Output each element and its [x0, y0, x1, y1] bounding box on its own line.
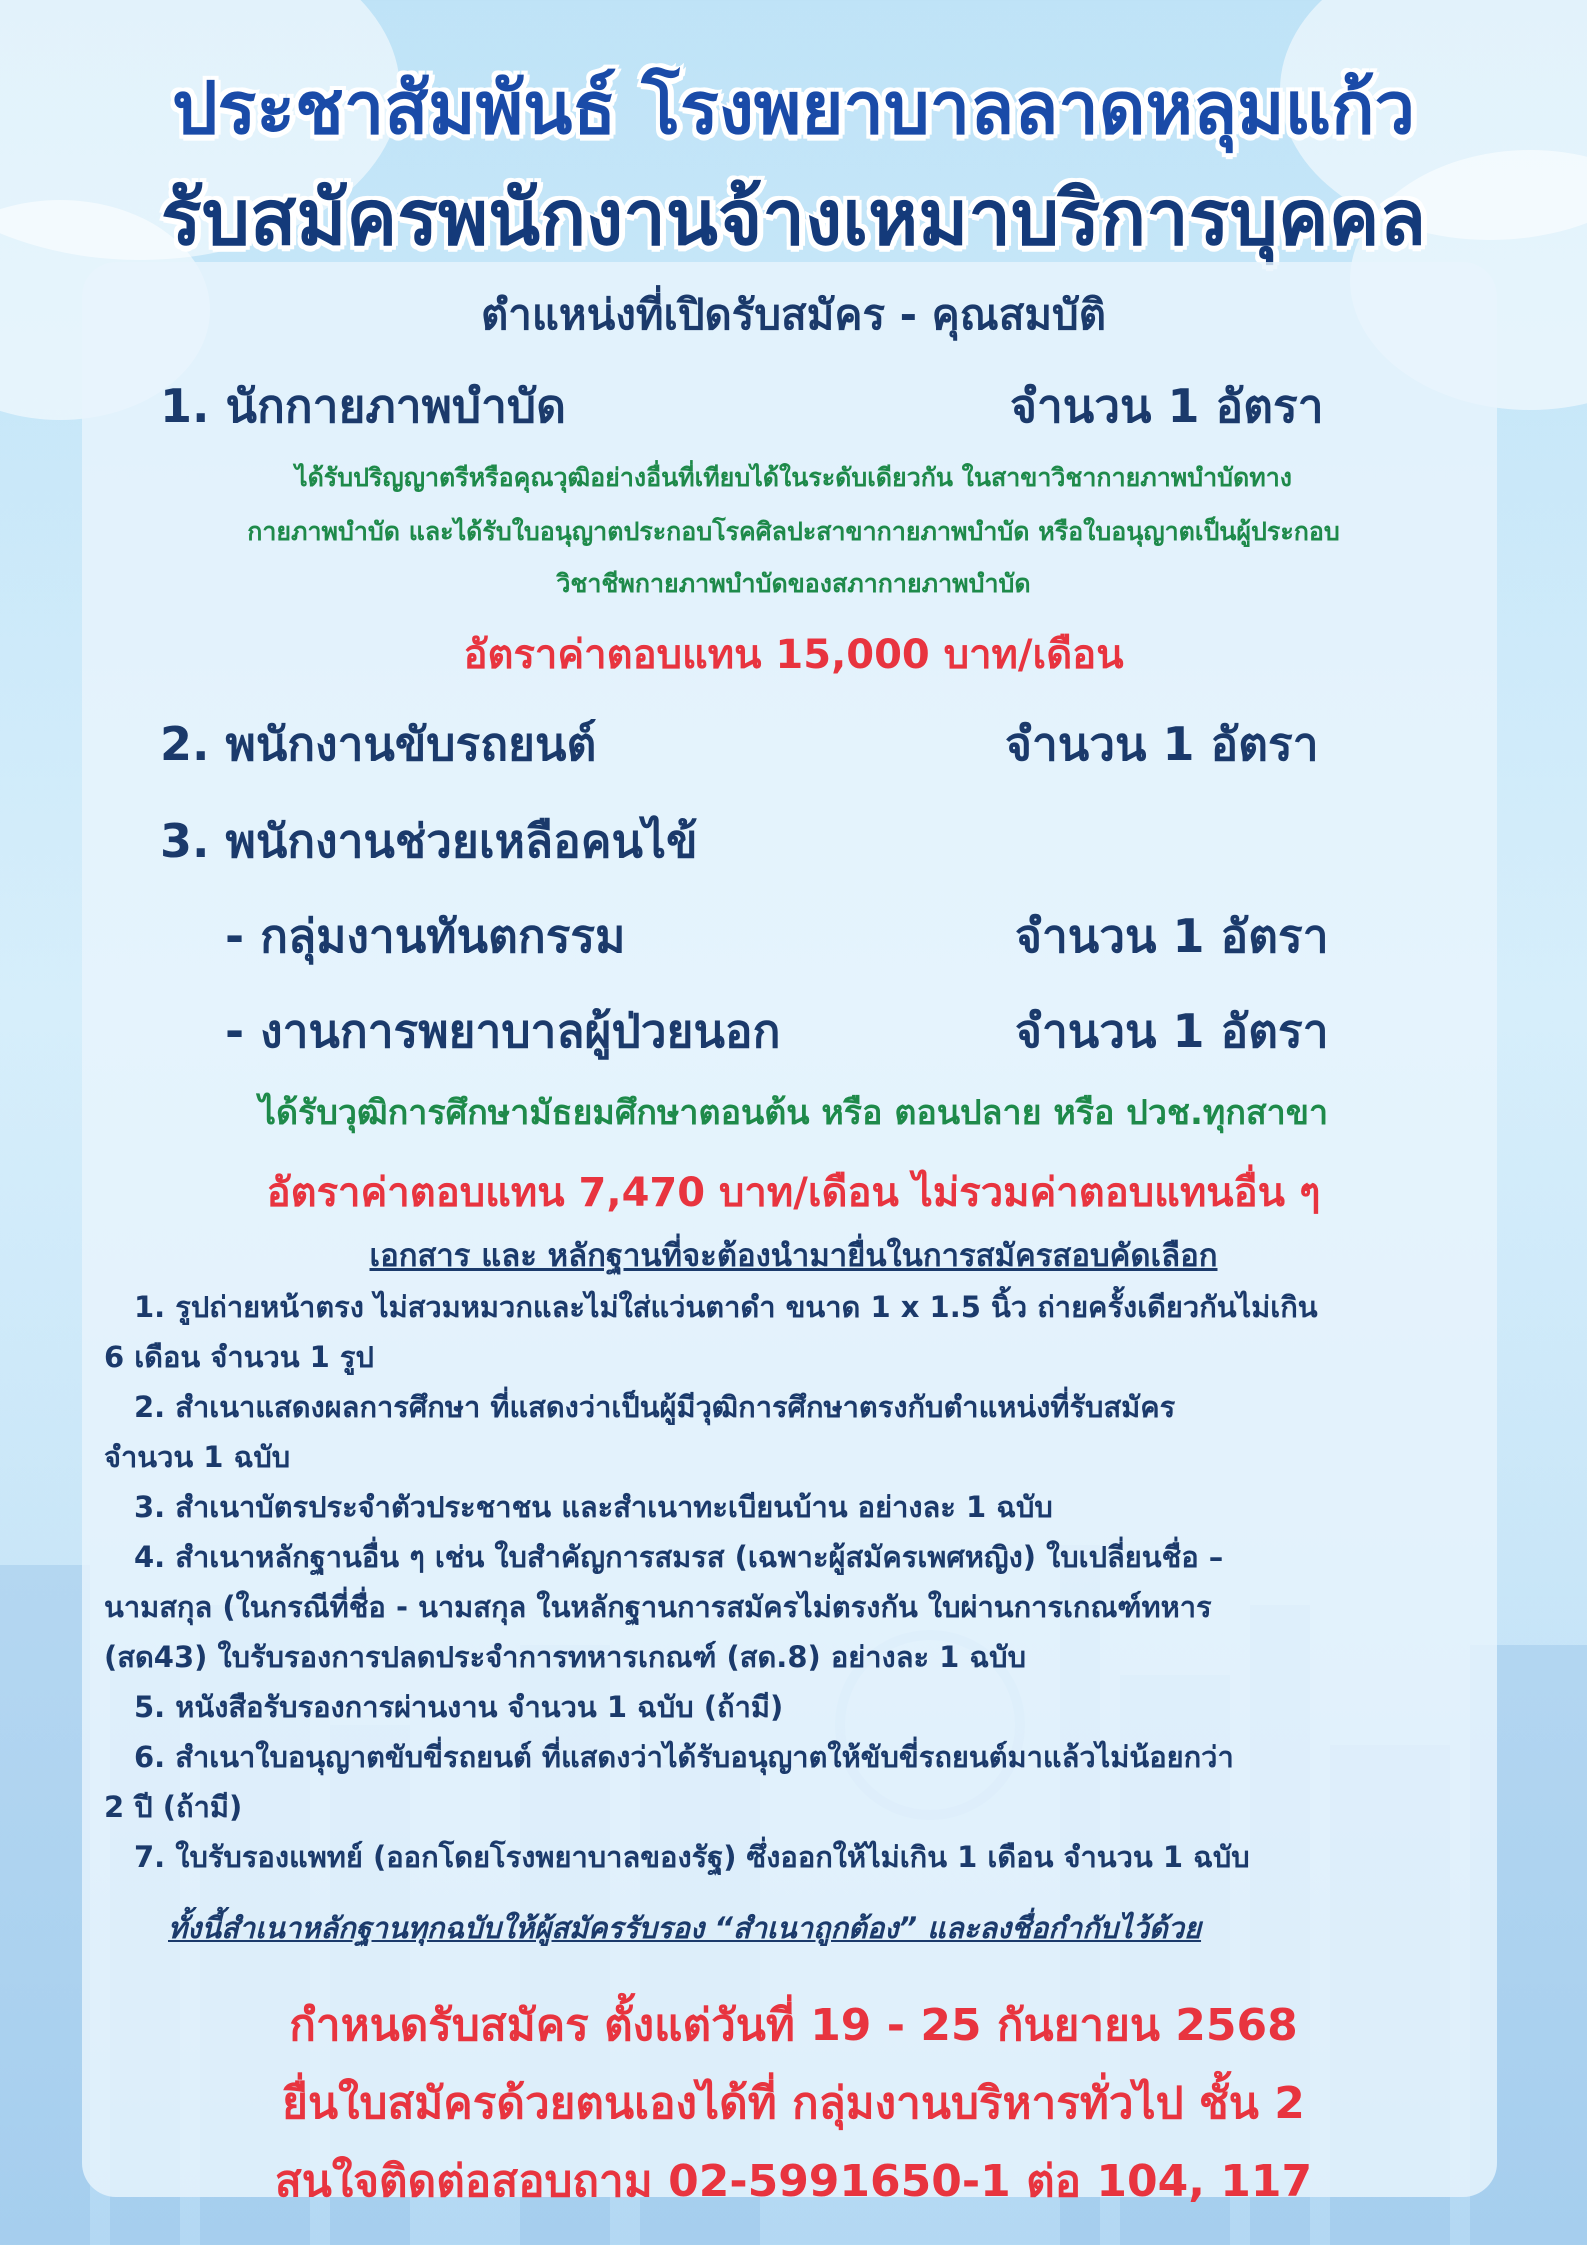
documents-certification-note: ทั้งนี้สำเนาหลักฐานทุกฉบับให้ผู้สมัครรับรอง “สำเนาถูกต้อง” และลงชื่อกำกับไว้ด้วย — [168, 1911, 1202, 1945]
document-item: 4. สำเนาหลักฐานอื่น ๆ เช่น ใบสำคัญการสมรส (เฉพาะผู้สมัครเพศหญิง) ใบเปลี่ยนชื่อ – — [134, 1540, 1224, 1574]
document-item-continuation: 2 ปี (ถ้ามี) — [104, 1790, 243, 1824]
application-period: กำหนดรับสมัคร ตั้งแต่วันที่ 19 - 25 กันยายน 2568 — [289, 2000, 1298, 2051]
position-1-qualification-line: กายภาพบำบัด และได้รับใบอนุญาตประกอบโรคศิลปะสาขากายภาพบำบัด หรือใบอนุญาตเป็นผู้ประกอบ — [247, 517, 1340, 546]
document-item: 3. สำเนาบัตรประจำตัวประชาชน และสำเนาทะเบียนบ้าน อย่างละ 1 ฉบับ — [134, 1490, 1053, 1524]
documents-list — [104, 1282, 1484, 1882]
page-title-line2: รับสมัครพนักงานจ้างเหมาบริการบุคคล — [160, 173, 1427, 262]
position-3-qualification: ได้รับวุฒิการศึกษามัธยมศึกษาตอนต้น หรือ ตอนปลาย หรือ ปวช.ทุกสาขา — [258, 1093, 1329, 1133]
page-title-line1: ประชาสัมพันธ์ โรงพยาบาลลาดหลุมแก้ว — [171, 66, 1416, 150]
document-item-continuation: นามสกุล (ในกรณีที่ชื่อ - นามสกุล ในหลักฐานการสมัครไม่ตรงกัน ใบผ่านการเกณฑ์ทหาร — [104, 1590, 1212, 1624]
document-item: 7. ใบรับรองแพทย์ (ออกโดยโรงพยาบาลของรัฐ) ซึ่งออกให้ไม่เกิน 1 เดือน จำนวน 1 ฉบับ — [134, 1840, 1250, 1874]
documents-heading: เอกสาร และ หลักฐานที่จะต้องนำมายื่นในการสมัครสอบคัดเลือก — [369, 1238, 1218, 1274]
position-3-sub-2-title: - งานการพยาบาลผู้ป่วยนอก — [225, 1004, 781, 1058]
position-2-count: จำนวน 1 อัตรา — [1005, 717, 1319, 771]
position-3-sub-2-count: จำนวน 1 อัตรา — [1015, 1004, 1329, 1058]
position-3-title: 3. พนักงานช่วยเหลือคนไข้ — [160, 814, 698, 868]
position-3-sub-1-title: - กลุ่มงานทันตกรรม — [225, 909, 626, 963]
contact-phone: สนใจติดต่อสอบถาม 02-5991650-1 ต่อ 104, 117 — [274, 2156, 1313, 2207]
position-2-title: 2. พนักงานขับรถยนต์ — [160, 717, 597, 771]
document-item-continuation: 6 เดือน จำนวน 1 รูป — [104, 1340, 374, 1374]
document-item: 2. สำเนาแสดงผลการศึกษา ที่แสดงว่าเป็นผู้มีวุฒิการศึกษาตรงกับตำแหน่งที่รับสมัคร — [134, 1390, 1176, 1424]
position-1-title: 1. นักกายภาพบำบัด — [160, 379, 567, 433]
document-item: 1. รูปถ่ายหน้าตรง ไม่สวมหมวกและไม่ใส่แว่นตาดำ ขนาด 1 x 1.5 นิ้ว ถ่ายครั้งเดียวกันไม่เกิน — [134, 1290, 1318, 1324]
position-1-wage: อัตราค่าตอบแทน 15,000 บาท/เดือน — [463, 632, 1124, 678]
position-1-count: จำนวน 1 อัตรา — [1010, 379, 1324, 433]
document-item-continuation: จำนวน 1 ฉบับ — [104, 1440, 291, 1474]
document-item: 6. สำเนาใบอนุญาตขับขี่รถยนต์ ที่แสดงว่าได้รับอนุญาตให้ขับขี่รถยนต์มาแล้วไม่น้อยกว่า — [134, 1740, 1234, 1774]
document-item-continuation: (สด43) ใบรับรองการปลดประจำการทหารเกณฑ์ (สด.8) อย่างละ 1 ฉบับ — [104, 1640, 1026, 1674]
application-location: ยื่นใบสมัครด้วยตนเองได้ที่ กลุ่มงานบริหารทั่วไป ชั้น 2 — [282, 2078, 1305, 2129]
position-3-wage: อัตราค่าตอบแทน 7,470 บาท/เดือน ไม่รวมค่าตอบแทนอื่น ๆ — [266, 1170, 1321, 1216]
position-1-qualification-line: วิชาชีพกายภาพบำบัดของสภากายภาพบำบัด — [556, 569, 1031, 598]
document-item: 5. หนังสือรับรองการผ่านงาน จำนวน 1 ฉบับ (ถ้ามี) — [134, 1690, 784, 1724]
section-title: ตำแหน่งที่เปิดรับสมัคร - คุณสมบัติ — [481, 290, 1106, 339]
position-1-qualification-line: ได้รับปริญญาตรีหรือคุณวุฒิอย่างอื่นที่เทียบได้ในระดับเดียวกัน ในสาขาวิชากายภาพบำบัดทาง — [295, 463, 1292, 492]
position-3-sub-1-count: จำนวน 1 อัตรา — [1015, 909, 1329, 963]
